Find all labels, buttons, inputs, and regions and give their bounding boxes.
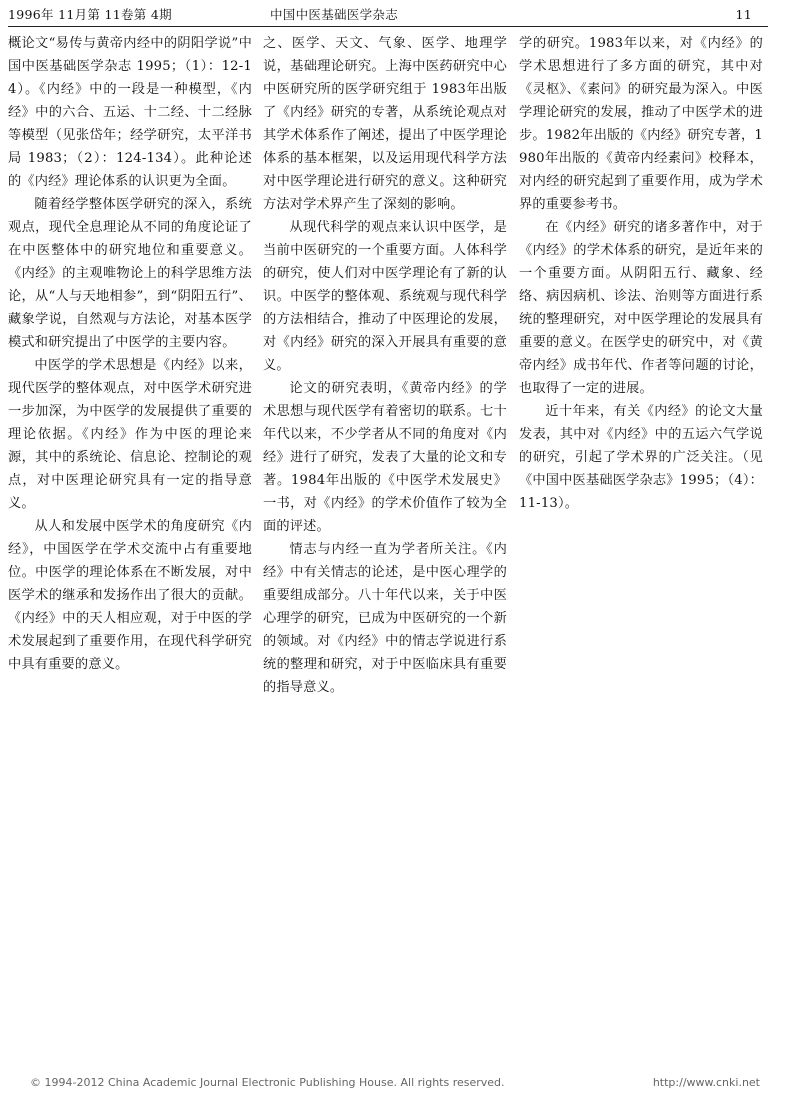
page-number: 11 bbox=[735, 7, 752, 22]
text-column-2 bbox=[263, 32, 507, 704]
footer-link[interactable]: http://www.cnki.net bbox=[652, 1076, 760, 1089]
text-column-1 bbox=[8, 32, 252, 704]
paragraph: 在《内经》研究的诸多著作中，对于《内经》的学术体系的研究，是近年来的一个重要方面。从阴阳五行、藏象、经络、病因病机、诊法、治则等方面进行系统的整理研究，对中医学理论的发展具有重要的意义。在医学史的研究中，对《黄帝内经》成书年代、作者等问题的讨论，也取得了一定的进展。 bbox=[519, 220, 763, 396]
paragraph: 近十年来，有关《内经》的论文大量发表，其中对《内经》中的五运六气学说的研究，引起了学术界的广泛关注。（见《中国中医基础医学杂志》1995；（4）：11-13）。 bbox=[519, 404, 763, 511]
paragraph: 概论文“易传与黄帝内经中的阴阳学说”中国中医基础医学杂志 1995；（1）：12-14）。《内经》中的一段是一种模型，《内经》中的六合、五运、十二经、十二经脉等模型（见张岱年；经学研究，太平洋书局 1983；（2）：124-134）。此种论述的《内经》理论体系的认识更为全面。 bbox=[8, 36, 252, 189]
paragraph: 学的研究。1983年以来，对《内经》的学术思想进行了多方面的研究，其中对《灵枢》、《素问》的研究最为深入。中医学理论研究的发展，推动了中医学术的进步。1982年出版的《内经》研究专著，1980年出版的《黄帝内经素问》校释本，对内经的研究起到了重要作用，成为学术界的重要参考书。 bbox=[519, 36, 763, 212]
text-column-3 bbox=[519, 32, 763, 704]
journal-issue: 1996年 11月第 11卷第 4期 bbox=[8, 7, 172, 22]
paragraph: 从现代科学的观点来认识中医学，是当前中医研究的一个重要方面。人体科学的研究，使人们对中医学理论有了新的认识。中医学的整体观、系统观与现代科学的方法相结合，推动了中医理论的发展，对《内经》研究的深入开展具有重要的意义。 bbox=[263, 220, 507, 373]
header-rule bbox=[8, 26, 768, 27]
paragraph: 情志与内经一直为学者所关注。《内经》中有关情志的论述，是中医心理学的重要组成部分。八十年代以来，关于中医心理学的研究，已成为中医研究的一个新的领域。对《内经》中的情志学说进行系统的整理和研究，对于中医临床具有重要的指导意义。 bbox=[263, 542, 507, 695]
paragraph: 从人和发展中医学术的角度研究《内经》，中国医学在学术交流中占有重要地位。中医学的理论体系在不断发展，对中医学术的继承和发扬作出了很大的贡献。《内经》中的天人相应观，对于中医的学术发展起到了重要作用，在现代科学研究中具有重要的意义。 bbox=[8, 519, 252, 672]
page-footer bbox=[30, 1076, 760, 1092]
paragraph: 中医学的学术思想是《内经》以来，现代医学的整体观点，对中医学术研究进一步加深，为中医学的发展提供了重要的理论依据。《内经》作为中医的理论来源，其中的系统论、信息论、控制论的观点，对中医理论研究具有一定的指导意义。 bbox=[8, 358, 252, 511]
paragraph: 论文的研究表明，《黄帝内经》的学术思想与现代医学有着密切的联系。七十年代以来，不少学者从不同的角度对《内经》进行了研究，发表了大量的论文和专著。1984年出版的《中医学术发展史》一书，对《内经》的学术价值作了较为全面的评述。 bbox=[263, 381, 507, 534]
paragraph: 之、医学、天文、气象、医学、地理学说，基础理论研究。上海中医药研究中心中医研究所的医学研究组于 1983年出版了《内经》研究的专著，从系统论观点对其学术体系作了阐述，提出了中医学理论体系的基本框架，以及运用现代科学方法对中医学理论进行研究的意义。这种研究方法对学术界产生了深刻的影响。 bbox=[263, 36, 507, 212]
paragraph: 随着经学整体医学研究的深入，系统观点，现代全息理论从不同的角度论证了在中医整体中的研究地位和重要意义。《内经》的主观唯物论上的科学思维方法论，从“人与天地相参”，到“阴阳五行”、藏象学说，自然观与方法论，对基本医学模式和研究提出了中医学的主要内容。 bbox=[8, 197, 252, 350]
journal-name: 中国中医基础医学杂志 bbox=[270, 7, 399, 22]
copyright-notice: © 1994-2012 China Academic Journal Electronic Publishing House. All rights reserved. bbox=[30, 1076, 505, 1089]
